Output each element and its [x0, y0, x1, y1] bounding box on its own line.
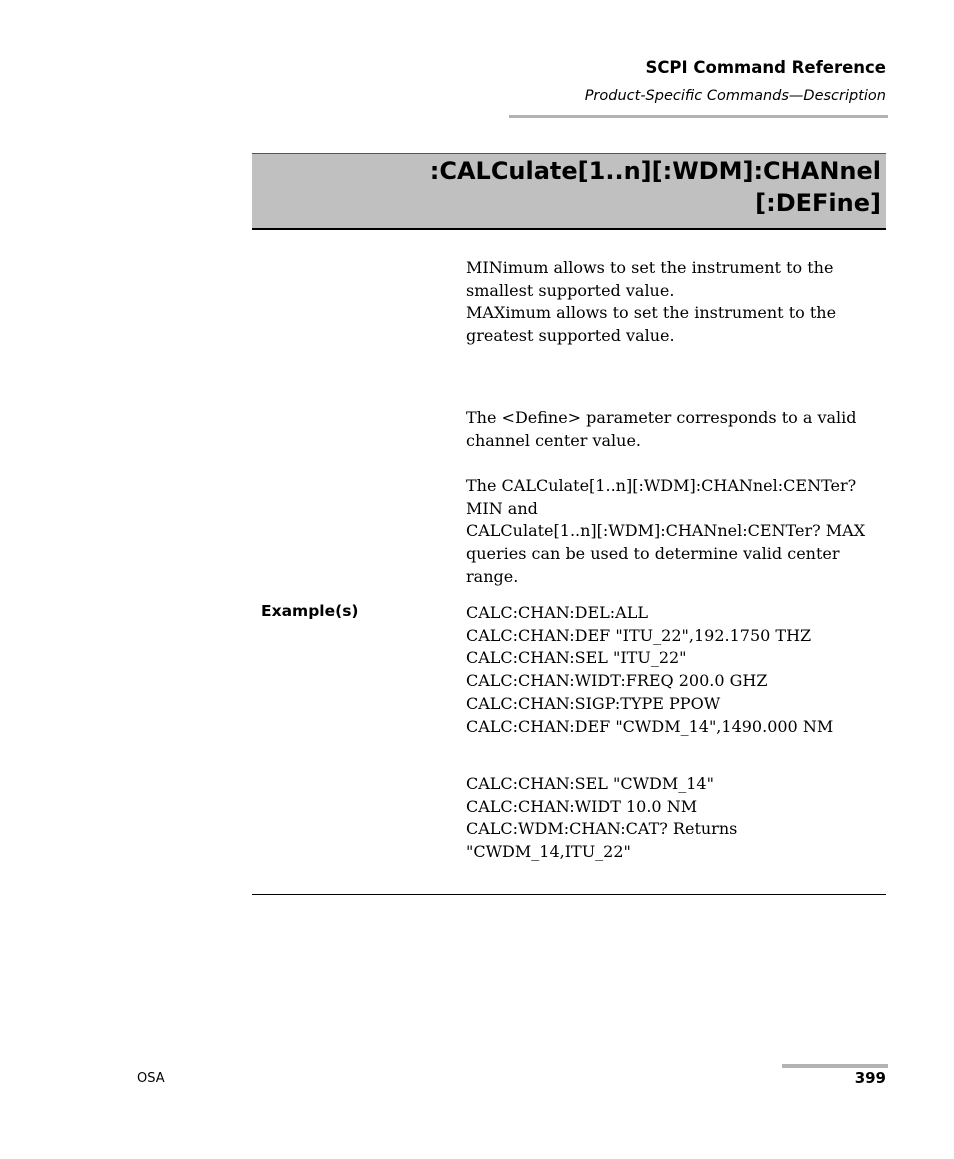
running-header-title: SCPI Command Reference	[645, 58, 886, 77]
text-line: greatest supported value.	[466, 326, 675, 346]
text-line: The <Define> parameter corresponds to a valid	[466, 408, 857, 427]
text-line: CALCulate[1..n][:WDM]:CHANnel:CENTer? MAX	[466, 521, 866, 541]
running-header-subtitle: Product-Specific Commands—Description	[584, 88, 886, 104]
code-line: CALC:CHAN:SIGP:TYPE PPOW	[466, 693, 721, 713]
command-title-line-1: :CALCulate[1..n][:WDM]:CHANnel	[429, 157, 881, 185]
text-line: smallest supported value.	[466, 280, 675, 300]
define-note	[466, 407, 857, 452]
code-line: CALC:CHAN:DEL:ALL	[466, 603, 648, 622]
code-line: CALC:CHAN:DEF "ITU_22",192.1750 THZ	[466, 625, 812, 645]
examples-label: Example(s)	[261, 602, 359, 620]
code-line: CALC:CHAN:WIDT 10.0 NM	[466, 796, 698, 816]
text-line: range.	[466, 566, 519, 586]
center-note	[466, 475, 865, 589]
code-line: "CWDM_14,ITU_22"	[466, 842, 631, 862]
command-title-line-2: [:DEFine]	[755, 189, 881, 217]
text-line: MIN and	[466, 498, 538, 518]
text-line: MINimum allows to set the instrument to the	[466, 258, 834, 277]
code-line: CALC:CHAN:WIDT:FREQ 200.0 GHZ	[466, 671, 768, 691]
code-line: CALC:CHAN:SEL "CWDM_14"	[466, 774, 714, 793]
examples-block-1	[466, 602, 833, 738]
footer-product: OSA	[137, 1071, 165, 1086]
code-line: CALC:CHAN:DEF "CWDM_14",1490.000 NM	[466, 716, 834, 736]
examples-block-2	[466, 773, 737, 864]
page-number: 399	[854, 1069, 886, 1087]
footer-rule	[782, 1064, 888, 1068]
minmax-description	[466, 257, 836, 348]
text-line: channel center value.	[466, 430, 642, 450]
text-line: queries can be used to determine valid center	[466, 544, 840, 564]
section-end-rule	[252, 894, 886, 895]
code-line: CALC:CHAN:SEL "ITU_22"	[466, 648, 687, 668]
text-line: MAXimum allows to set the instrument to the	[466, 303, 837, 323]
command-title-bar	[252, 153, 886, 230]
text-line: The CALCulate[1..n][:WDM]:CHANnel:CENTer?	[466, 476, 857, 495]
header-rule	[509, 115, 888, 118]
code-line: CALC:WDM:CHAN:CAT? Returns	[466, 819, 738, 839]
